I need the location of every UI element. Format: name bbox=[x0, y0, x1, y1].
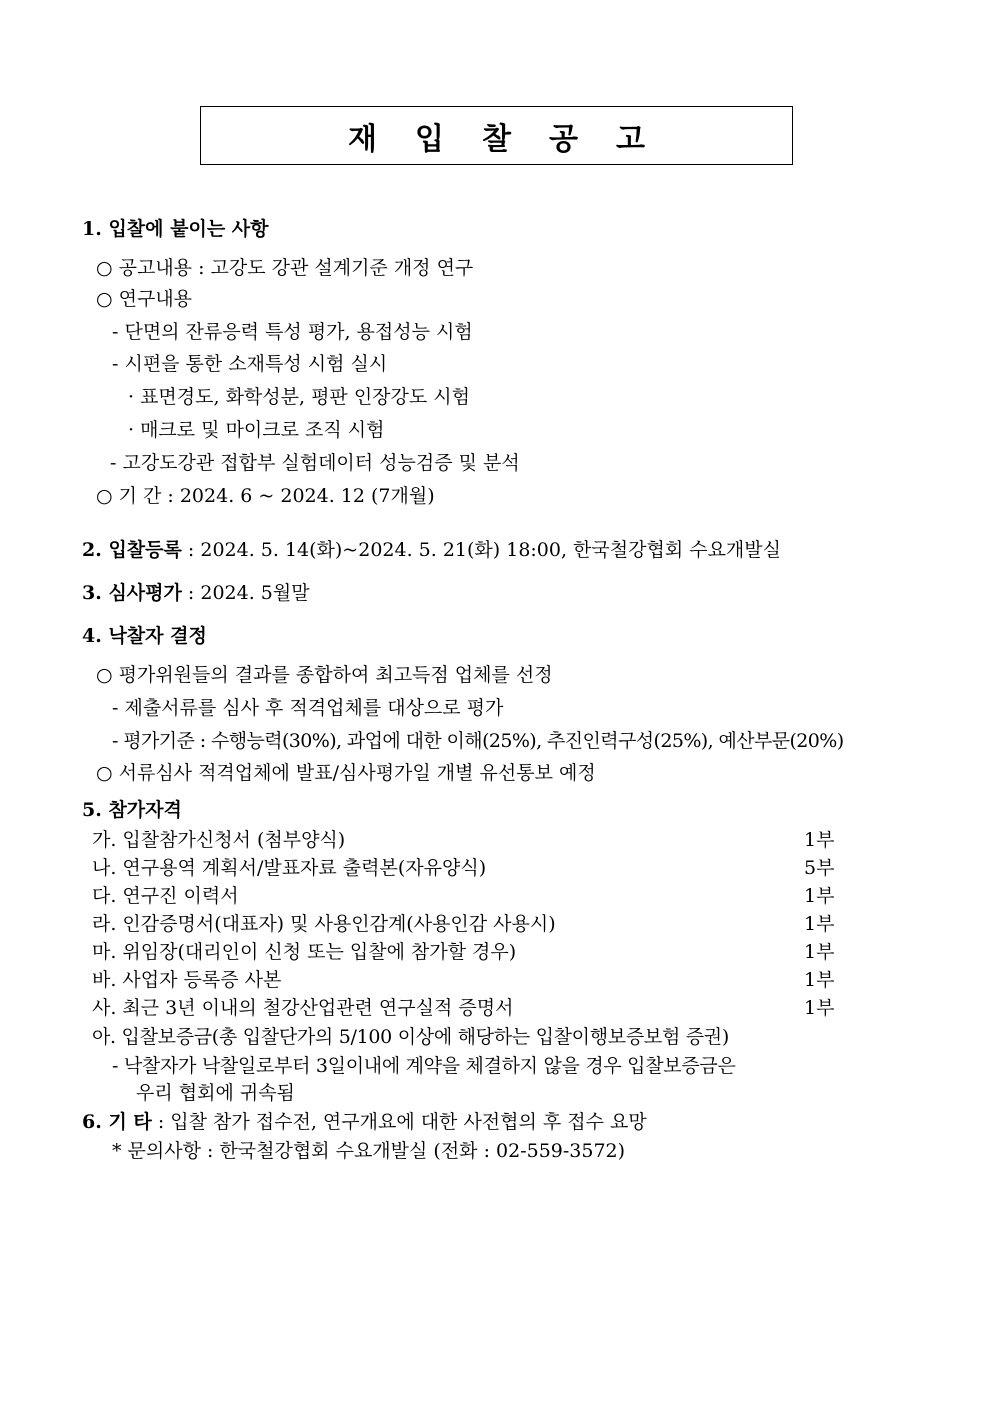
line-text: 1. 입찰에 붙이는 사항 bbox=[82, 218, 269, 240]
line-text: · 표면경도, 화학성분, 평판 인장강도 시험 bbox=[128, 386, 470, 408]
copy-count: 1부 bbox=[804, 913, 835, 935]
document-line bbox=[96, 663, 553, 687]
document-line bbox=[92, 996, 513, 1020]
document-line bbox=[96, 761, 596, 785]
copy-count: 5부 bbox=[804, 857, 835, 879]
document-line bbox=[82, 1110, 647, 1134]
line-text: ○ 공고내용 : 고강도 강관 설계기준 개정 연구 bbox=[96, 257, 474, 279]
line-text: - 단면의 잔류응력 특성 평가, 용접성능 시험 bbox=[112, 321, 473, 343]
document-line bbox=[112, 320, 473, 344]
line-text: 4. 낙찰자 결정 bbox=[82, 625, 207, 647]
line-text: 라. 인감증명서(대표자) 및 사용인감계(사용인감 사용시) bbox=[92, 913, 556, 935]
line-text: 마. 위임장(대리인이 신청 또는 입찰에 참가할 경우) bbox=[92, 941, 517, 963]
line-text: ○ 기 간 : 2024. 6 ~ 2024. 12 (7개월) bbox=[96, 485, 435, 507]
line-text: ○ 서류심사 적격업체에 발표/심사평가일 개별 유선통보 예정 bbox=[96, 762, 596, 784]
line-text: · 매크로 및 마이크로 조직 시험 bbox=[128, 419, 385, 441]
line-text: - 낙찰자가 낙찰일로부터 3일이내에 계약을 체결하지 않을 경우 입찰보증금은 bbox=[112, 1055, 736, 1077]
document-line bbox=[112, 1054, 736, 1078]
copy-count: 1부 bbox=[804, 969, 835, 991]
line-text: : 입찰 참가 접수전, 연구개요에 대한 사전협의 후 접수 요망 bbox=[151, 1111, 647, 1133]
document-line bbox=[82, 581, 310, 605]
document-line bbox=[92, 1025, 729, 1049]
document-line bbox=[96, 287, 192, 311]
page-title: 재입찰공고 bbox=[348, 121, 683, 157]
line-text: 사. 최근 3년 이내의 철강산업관련 연구실적 증명서 bbox=[92, 997, 514, 1019]
document-line bbox=[128, 418, 385, 442]
copy-count: 1부 bbox=[804, 885, 835, 907]
document-line bbox=[112, 352, 387, 376]
line-text: 우리 협회에 귀속됨 bbox=[136, 1082, 295, 1104]
line-text: - 제출서류를 심사 후 적격업체를 대상으로 평가 bbox=[112, 697, 504, 719]
line-text: - 고강도강관 접합부 실험데이터 성능검증 및 분석 bbox=[110, 452, 520, 474]
document-line bbox=[92, 856, 486, 880]
document-line bbox=[82, 624, 207, 648]
document-line bbox=[110, 451, 520, 475]
copy-count: 1부 bbox=[804, 941, 835, 963]
document-line bbox=[112, 729, 844, 753]
document-line bbox=[112, 1139, 625, 1163]
copy-count: 1부 bbox=[804, 829, 835, 851]
document-line bbox=[112, 696, 503, 720]
line-text: - 시편을 통한 소재특성 시험 실시 bbox=[112, 353, 388, 375]
line-text: 5. 참가자격 bbox=[82, 799, 182, 821]
document-line bbox=[82, 798, 182, 822]
document-line bbox=[92, 828, 345, 852]
document-line bbox=[136, 1081, 295, 1105]
section-label: 3. 심사평가 bbox=[82, 582, 182, 604]
line-text: ○ 평가위원들의 결과를 종합하여 최고득점 업체를 선정 bbox=[96, 664, 553, 686]
title-box bbox=[200, 106, 793, 165]
line-text: : 2024. 5. 14(화)~2024. 5. 21(화) 18:00, 한국철강협회 수요개발실 bbox=[181, 539, 781, 561]
line-text: - 평가기준 : 수행능력(30%), 과업에 대한 이해(25%), 추진인력구성(25%), 예산부문(20%) bbox=[112, 730, 844, 752]
document-line bbox=[128, 385, 470, 409]
document-line bbox=[96, 256, 473, 280]
document-line bbox=[92, 968, 281, 992]
document-line bbox=[96, 484, 435, 508]
line-text: 가. 입찰참가신청서 (첨부양식) bbox=[92, 829, 346, 851]
line-text: ○ 연구내용 bbox=[96, 288, 193, 310]
document-line bbox=[92, 940, 516, 964]
line-text: 바. 사업자 등록증 사본 bbox=[92, 969, 282, 991]
document-line bbox=[82, 538, 781, 562]
section-label: 6. 기 타 bbox=[82, 1111, 152, 1133]
line-text: 나. 연구용역 계획서/발표자료 출력본(자유양식) bbox=[92, 857, 487, 879]
line-text: 다. 연구진 이력서 bbox=[92, 885, 239, 907]
line-text: : 2024. 5월말 bbox=[181, 582, 310, 604]
section-label: 2. 입찰등록 bbox=[82, 539, 182, 561]
copy-count: 1부 bbox=[804, 997, 835, 1019]
document-line bbox=[82, 217, 269, 241]
line-text: * 문의사항 : 한국철강협회 수요개발실 (전화 : 02-559-3572) bbox=[112, 1140, 626, 1162]
document-line bbox=[92, 912, 556, 936]
document-line bbox=[92, 884, 239, 908]
line-text: 아. 입찰보증금(총 입찰단가의 5/100 이상에 해당하는 입찰이행보증보험 증권) bbox=[92, 1026, 729, 1048]
